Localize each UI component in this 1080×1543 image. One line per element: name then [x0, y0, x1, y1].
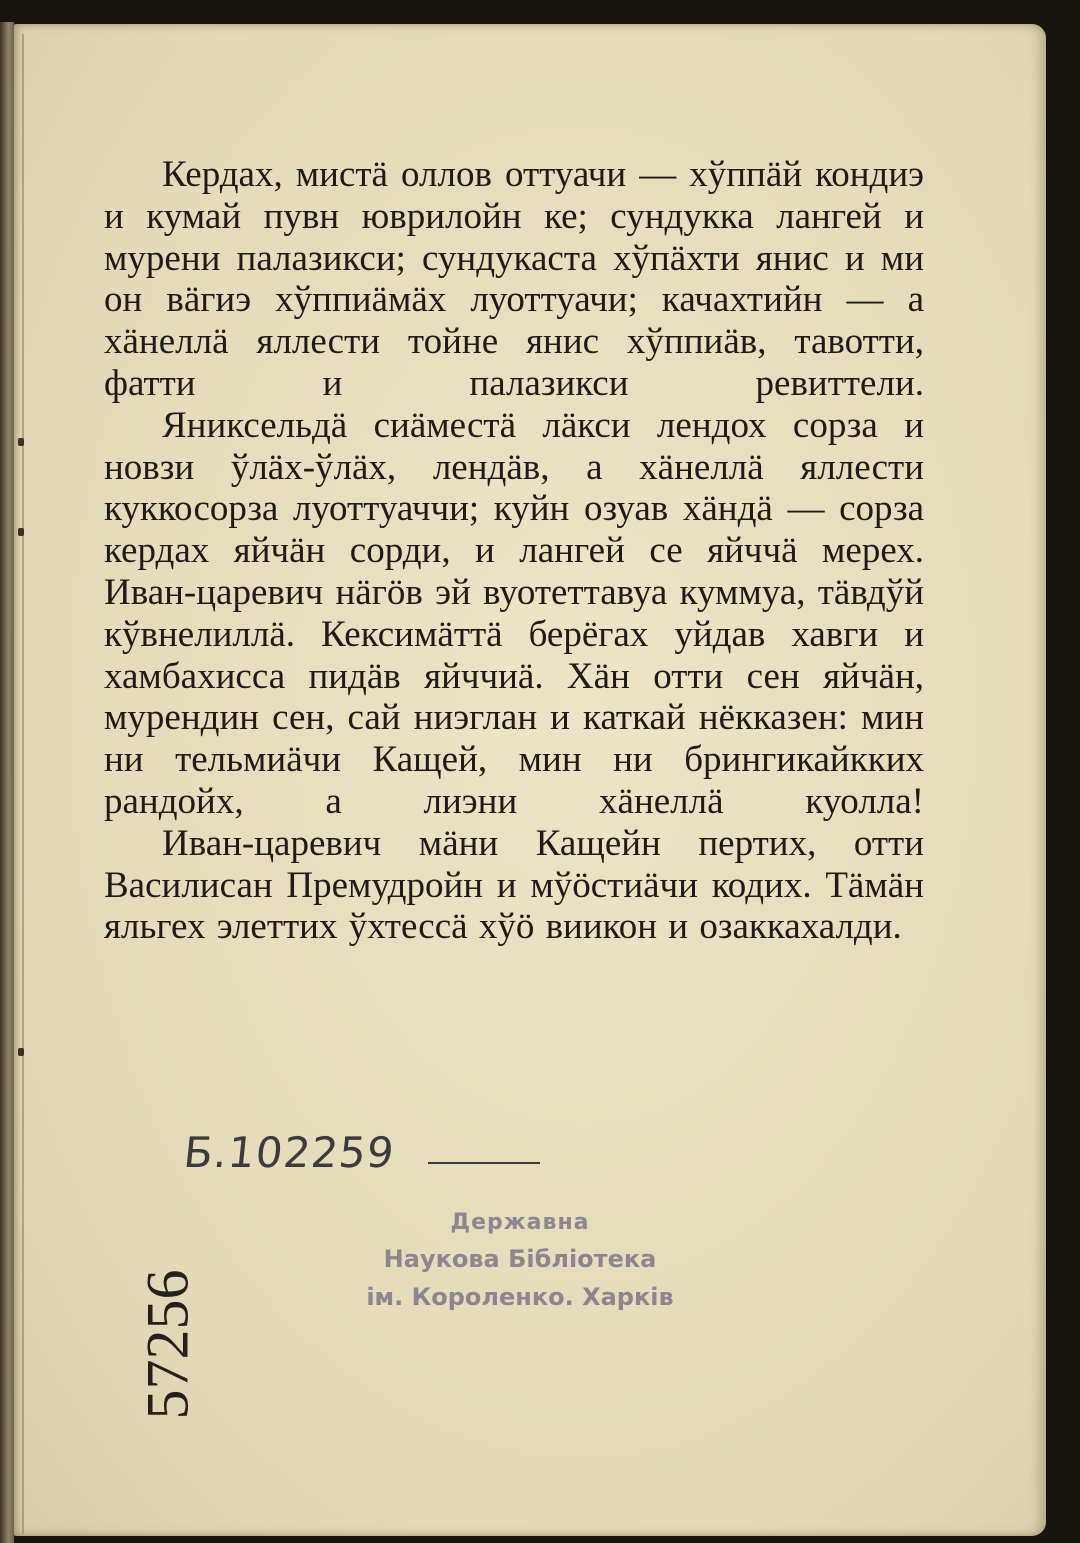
stamp-line: Наукова Бібліотека: [383, 1245, 657, 1273]
paragraph: Иван-царевич мäни Кащейн пертих, отти Василисан Премудройн и мўöстиäчи кодих. Тäмäн яльгех элеттих ўхтессä хўö виикон и озаккахалди.: [104, 822, 924, 948]
binding-hole: [18, 438, 24, 446]
paragraph: Яниксельдä сиäместä лäкси лендох сорза и новзи ўлäх-ўлäх, лендäв, а хäнеллä яллести куккосорза луоттуаччи; куйн озуав хäндä — сорза кердах яйчäн сорди, и лангей се яйччä мерех. Иван-царевич нäгöв эй вуотеттавуа куммуа, тäвдўй кўвнелиллä. Кексимäттä берёгах уйдав хавги и хамбахисса пидäв яйччиä. Хäн отти сен яйчäн, мурендин сен, сай ниэглан и каткай нёкказен: мин ни тельмиäчи Кащей, мин ни брингикайкких рандойх, а лиэни хäнеллä куолла!: [104, 404, 924, 822]
page-body-text: [104, 154, 924, 948]
stamp-line: Державна: [450, 1210, 590, 1235]
handwritten-dash: [428, 1162, 540, 1164]
binding-thread: [22, 34, 24, 1534]
paragraph: Кердах, мистä оллов оттуачи — хўппäй кондиэ и кумай пувн юврилойн ке; сундукка лангей и мурени палазикси; сундукаста хўпäхти янис и ми он вäгиэ хўппиäмäх луоттуачи; качахтийн — а хäнеллä яллести тойне янис хўппиäв, тавотти, фатти и палазикси ревиттели.: [104, 154, 924, 404]
binding-hole: [18, 528, 24, 536]
left-page-edge: [0, 22, 14, 1543]
inventory-number: 57256: [134, 1269, 201, 1420]
binding-hole: [18, 1048, 24, 1056]
library-stamp: [340, 1210, 700, 1311]
stamp-line: ім. Короленко. Харків: [366, 1283, 674, 1311]
handwritten-catalog-number: Б.102259: [181, 1128, 398, 1177]
